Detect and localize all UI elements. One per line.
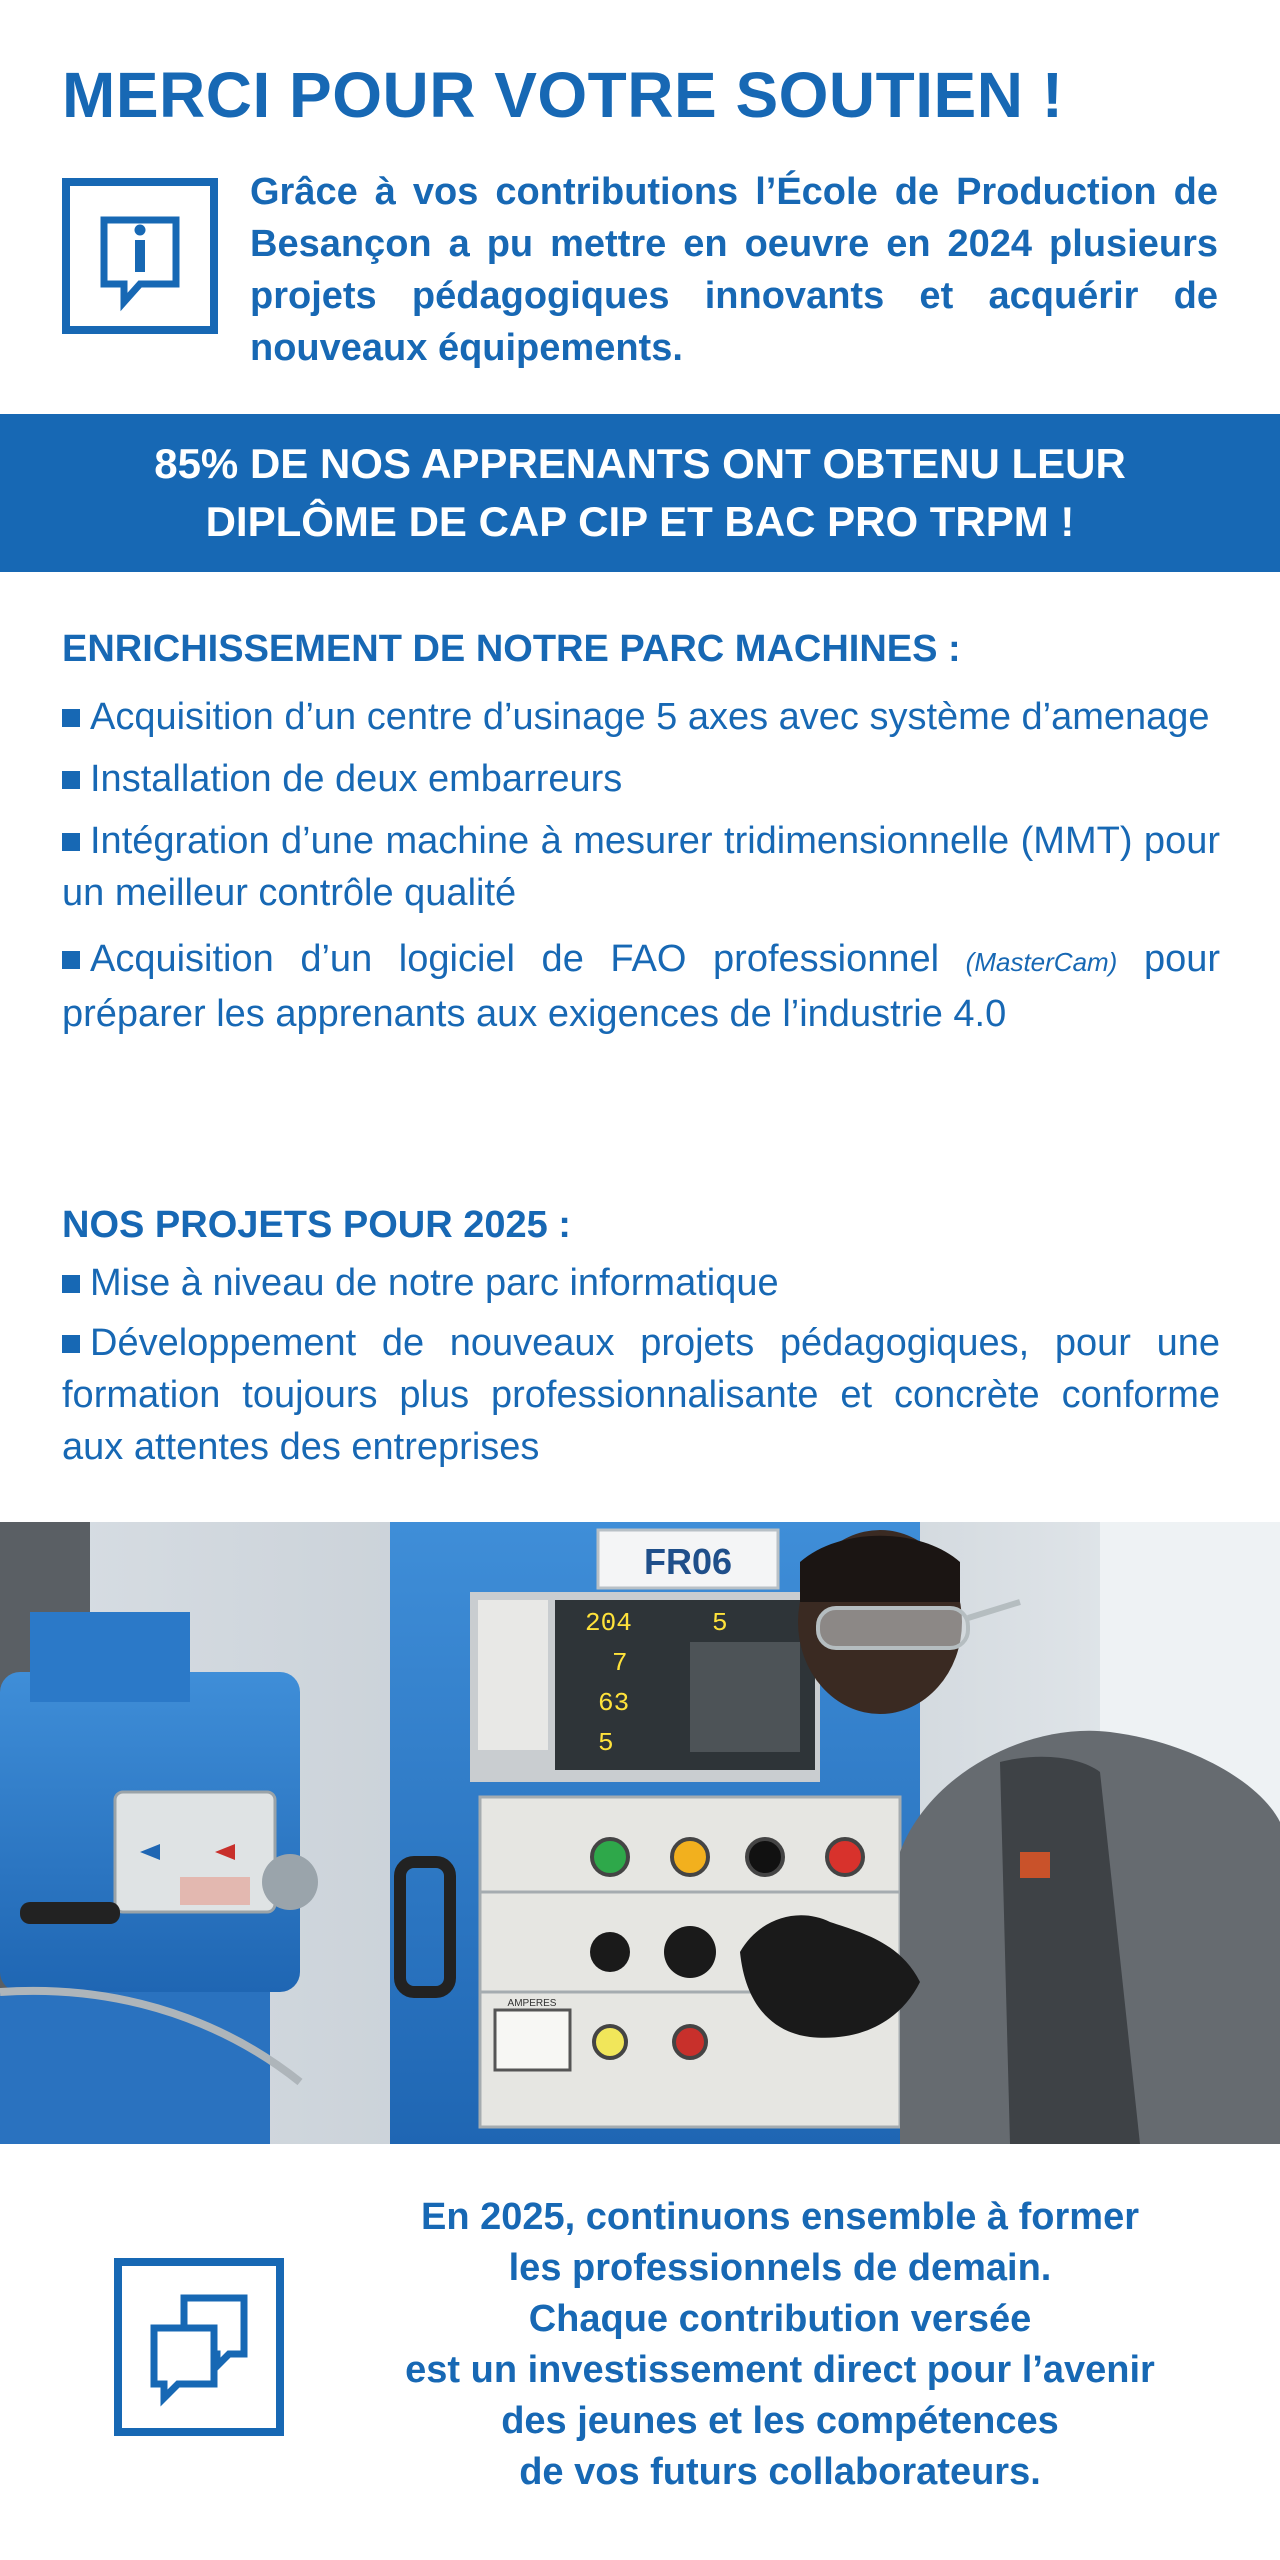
chat-bubbles-icon: [114, 2258, 284, 2436]
machines-section: [62, 628, 1220, 1040]
bullet-icon: [62, 1275, 80, 1293]
machines-item-3: Intégration d’une machine à mesurer tridimensionnelle (MMT) pour un meilleur contrôle qualité: [62, 820, 1220, 914]
workshop-photo: [0, 1522, 1280, 2144]
projects-heading: NOS PROJETS POUR 2025 :: [62, 1204, 571, 1246]
display-value-1: 204: [585, 1608, 632, 1638]
list-item: [62, 1257, 1220, 1309]
page-title: MERCI POUR VOTRE SOUTIEN !: [62, 59, 1064, 131]
bullet-icon: [62, 951, 80, 969]
bullet-icon: [62, 771, 80, 789]
machines-list: [62, 691, 1220, 1040]
machines-item-1: Acquisition d’un centre d’usinage 5 axes avec système d’amenage: [90, 696, 1210, 738]
display-value-5: 5: [598, 1728, 614, 1758]
meter-label: AMPERES: [507, 1998, 557, 2009]
closing-line-3: Chaque contribution versée: [528, 2298, 1032, 2340]
bullet-icon: [62, 833, 80, 851]
display-value-2: 5: [712, 1608, 728, 1638]
list-item: [62, 815, 1220, 919]
machines-item-2: Installation de deux embarreurs: [90, 758, 623, 800]
projects-list: [62, 1257, 1220, 1473]
closing-message: [340, 2192, 1220, 2498]
panel-label: FR06: [643, 1541, 733, 1582]
banner-text: [70, 435, 1210, 551]
closing-line-4: est un investissement direct pour l’avenir: [405, 2349, 1155, 2391]
info-icon: [62, 178, 218, 334]
photo-illustration: [0, 1522, 1280, 2144]
closing-line-6: de vos futurs collaborateurs.: [519, 2451, 1041, 2493]
bullet-icon: [62, 709, 80, 727]
success-banner: [0, 414, 1280, 572]
projects-section: [62, 1204, 1220, 1473]
list-item: [62, 753, 1220, 805]
closing-line-2: les professionnels de demain.: [508, 2247, 1052, 2289]
display-value-3: 7: [612, 1648, 628, 1678]
bullet-icon: [62, 1335, 80, 1353]
list-item: [62, 933, 1220, 1040]
projects-item-2: Développement de nouveaux projets pédagogiques, pour une formation toujours plus professionnalisante et concrète conforme aux attentes des entreprises: [62, 1322, 1220, 1468]
machines-heading: ENRICHISSEMENT DE NOTRE PARC MACHINES :: [62, 628, 961, 670]
list-item: [62, 1317, 1220, 1473]
intro-text: Grâce à vos contributions l’École de Production de Besançon a pu mettre en oeuvre en 2024 plusieurs projets pédagogiques innovants et acquérir de nouveaux équipements.: [250, 171, 1218, 369]
closing-line-5: des jeunes et les compétences: [501, 2400, 1059, 2442]
projects-item-1: Mise à niveau de notre parc informatique: [90, 1262, 779, 1304]
banner-line-2: DIPLÔME DE CAP CIP ET BAC PRO TRPM !: [205, 498, 1075, 545]
list-item: [62, 691, 1220, 743]
closing-line-1: En 2025, continuons ensemble à former: [421, 2196, 1139, 2238]
display-value-4: 63: [598, 1688, 630, 1718]
machines-item-4b: pour préparer les apprenants aux exigences de l’industrie 4.0: [62, 938, 1220, 1035]
machines-item-4a: Acquisition d’un logiciel de FAO professionnel: [90, 938, 940, 980]
software-note: (MasterCam): [965, 947, 1118, 977]
banner-line-1: 85% DE NOS APPRENANTS ONT OBTENU LEUR: [154, 440, 1126, 487]
